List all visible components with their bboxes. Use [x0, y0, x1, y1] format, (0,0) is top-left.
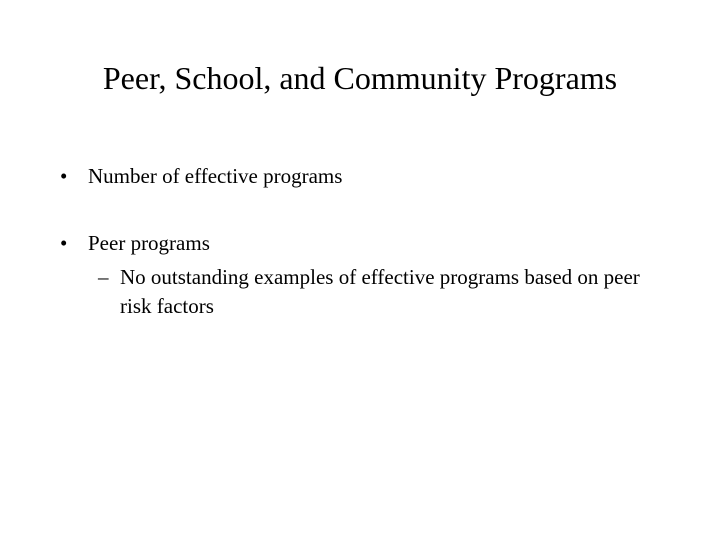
- sub-bullet-text: No outstanding examples of effective programs based on peer risk factors: [120, 265, 640, 318]
- bullet-text: Peer programs: [88, 231, 210, 255]
- bullet-marker: •: [60, 164, 68, 188]
- bullet-marker: •: [60, 231, 68, 255]
- bullet-text: Number of effective programs: [88, 164, 343, 188]
- slide-title: Peer, School, and Community Programs: [102, 60, 618, 96]
- sub-bullet-marker: –: [98, 265, 109, 289]
